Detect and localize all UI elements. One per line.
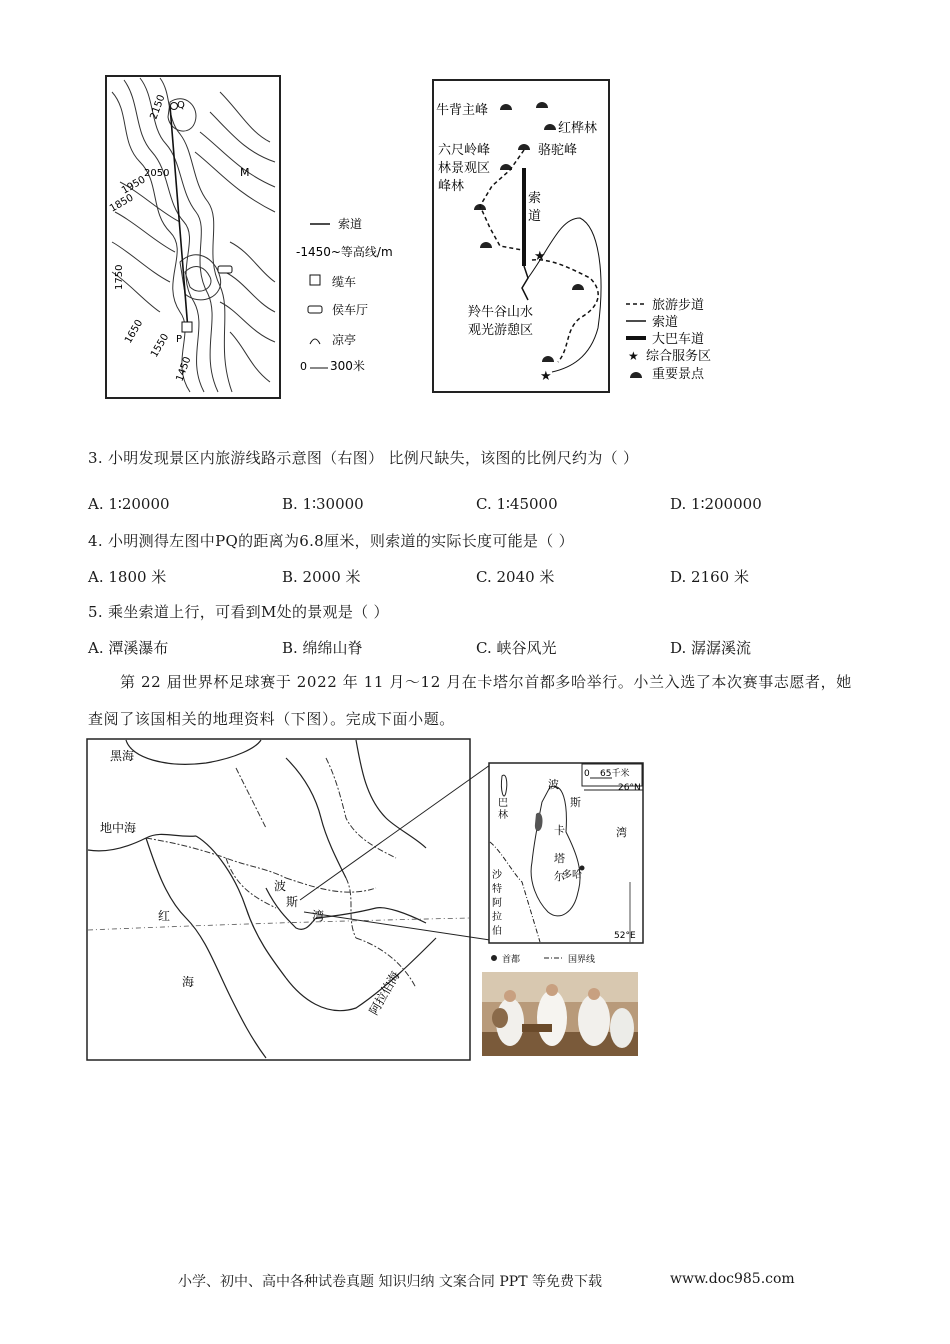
q3-option-d[interactable]: D. 1∶200000 — [670, 495, 762, 513]
place-lingniu-2: 观光游憩区 — [468, 323, 534, 338]
place-liuchi-1: 六尺岭峰 — [438, 143, 491, 158]
cablecar-icon — [182, 322, 192, 332]
place-fenglin: 峰林 — [438, 179, 465, 194]
gulf-inset-si: 斯 — [570, 796, 581, 809]
contour-label-2050: 2050 — [144, 168, 170, 179]
footer-url[interactable]: www.doc985.com — [670, 1271, 795, 1287]
p-label: P — [176, 334, 183, 345]
passage-line-1: 第 22 届世界杯足球赛于 2022 年 11 月～12 月在卡塔尔首都多哈举行。小兰入选了本次赛事志愿者，她 — [120, 673, 852, 691]
contour-label-2150: 2150 — [148, 93, 168, 122]
gulf-label-1: 波 — [274, 879, 287, 893]
contour-legend — [296, 217, 393, 373]
legend-scenic: 重要景点 — [652, 367, 705, 382]
legend-cableway: 索道 — [338, 217, 363, 231]
legend-cablecar: 缆车 — [332, 275, 357, 289]
contour-map-frame — [106, 76, 280, 398]
legend-waiting-hall: 侯车厅 — [332, 303, 369, 317]
legend-scale: 300米 — [330, 359, 365, 373]
q5-option-b[interactable]: B. 绵绵山脊 — [282, 639, 363, 657]
service-star-1: ★ — [534, 249, 546, 264]
valley-outline — [528, 218, 601, 372]
qatar-label-ka: 卡 — [554, 824, 565, 837]
contour-label-1750: 1750 — [114, 264, 125, 290]
question-4-stem: 4. 小明测得左图中PQ的距离为6.8厘米，则索道的实际长度可能是（ ） — [88, 532, 574, 550]
place-lingniu-1: 羚牛谷山水 — [468, 305, 534, 320]
contour-label-1950: 1950 — [120, 174, 148, 197]
legend-service: 综合服务区 — [646, 349, 712, 364]
med-sea-label: 地中海 — [100, 821, 137, 835]
saudi-label-5: 伯 — [492, 926, 502, 937]
qatar-label-ta: 塔 — [554, 852, 565, 865]
legend-bus-road: 大巴车道 — [652, 332, 705, 347]
passage-line-2: 查阅了该国相关的地理资料（下图）。完成下面小题。 — [88, 710, 455, 728]
legend-route-cableway: 索道 — [652, 315, 679, 330]
q3-option-a[interactable]: A. 1∶20000 — [88, 495, 170, 513]
q5-option-d[interactable]: D. 潺潺溪流 — [670, 639, 752, 657]
bus-icon — [218, 266, 232, 273]
q4-option-c[interactable]: C. 2040 米 — [476, 568, 555, 586]
gulf-label-2: 斯 — [286, 895, 299, 909]
q5-option-a[interactable]: A. 潭溪瀑布 — [88, 639, 169, 657]
legend-capital: 首都 — [502, 955, 521, 965]
saudi-label-2: 特 — [492, 884, 502, 895]
m-label: M — [240, 166, 250, 179]
legend-pavilion: 凉亭 — [332, 333, 357, 347]
q3-option-c[interactable]: C. 1∶45000 — [476, 495, 558, 513]
doha-capital-marker — [580, 866, 585, 871]
contour-label-1450: 1450 — [174, 355, 194, 384]
svg-text:0: 0 — [300, 360, 307, 373]
musicians-photo — [482, 972, 638, 1056]
q4-option-a[interactable]: A. 1800 米 — [88, 568, 167, 586]
black-sea-label: 黑海 — [110, 749, 135, 763]
place-liuchi-2: 林景观区 — [438, 161, 491, 176]
route-legend — [626, 297, 711, 382]
gulf-label-3: 湾 — [312, 909, 325, 923]
legend-border: 国界线 — [568, 955, 596, 965]
contour-label-1650: 1650 — [123, 317, 146, 346]
place-suodao-2: 道 — [528, 209, 542, 224]
bahrain-label-1: 巴 — [498, 798, 508, 809]
route-map — [430, 78, 730, 398]
place-hongh: 红桦林 — [558, 121, 598, 136]
q3-option-b[interactable]: B. 1∶30000 — [282, 495, 364, 513]
footer-text: 小学、初中、高中各种试卷真题 知识归纳 文案合同 PPT 等免费下载 — [178, 1274, 602, 1290]
gulf-inset-wan: 湾 — [616, 826, 627, 839]
red-sea-label-2: 海 — [182, 975, 195, 989]
q5-option-c[interactable]: C. 峡谷风光 — [476, 639, 557, 657]
contour-map — [100, 72, 420, 408]
inset-connector — [290, 760, 500, 950]
svg-text:★: ★ — [628, 349, 639, 363]
q4-option-d[interactable]: D. 2160 米 — [670, 568, 749, 586]
question-3-stem: 3. 小明发现景区内旅游线路示意图（右图） 比例尺缺失，该图的比例尺约为（ ） — [88, 449, 639, 467]
qatar-label-er: 尔 — [554, 870, 565, 883]
q4-option-b[interactable]: B. 2000 米 — [282, 568, 361, 586]
q-label: Q — [177, 100, 185, 111]
question-5-stem: 5. 乘坐索道上行，可看到M处的景观是（ ） — [88, 603, 389, 621]
bahrain-label-2: 林 — [498, 810, 508, 821]
service-star-2: ★ — [540, 369, 552, 384]
red-sea-label-1: 红 — [158, 909, 171, 923]
contour-label-1850: 1850 — [108, 192, 136, 215]
place-niubei: 牛背主峰 — [436, 103, 489, 118]
saudi-label-1: 沙 — [492, 870, 502, 881]
gulf-inset-bo: 波 — [548, 778, 559, 791]
legend-trail: 旅游步道 — [652, 298, 705, 313]
scale-label: 65千米 — [600, 769, 630, 779]
place-suodao-1: 索 — [528, 191, 542, 206]
saudi-label-3: 阿 — [492, 898, 502, 909]
place-luotuo: 骆驼峰 — [538, 143, 578, 158]
qatar-inset-map — [488, 762, 644, 972]
arabian-sea-label: 阿拉伯海 — [366, 968, 403, 1018]
scale-zero: 0 — [584, 769, 590, 779]
doha-label: 多哈 — [562, 870, 582, 881]
lon-label: 52°E — [614, 931, 636, 941]
bus-road — [522, 266, 528, 300]
saudi-label-4: 拉 — [492, 912, 502, 923]
contour-label-1550: 1550 — [149, 331, 172, 360]
legend-contour: -1450~等高线/m — [296, 245, 393, 259]
lat-label: 26°N — [618, 783, 641, 793]
